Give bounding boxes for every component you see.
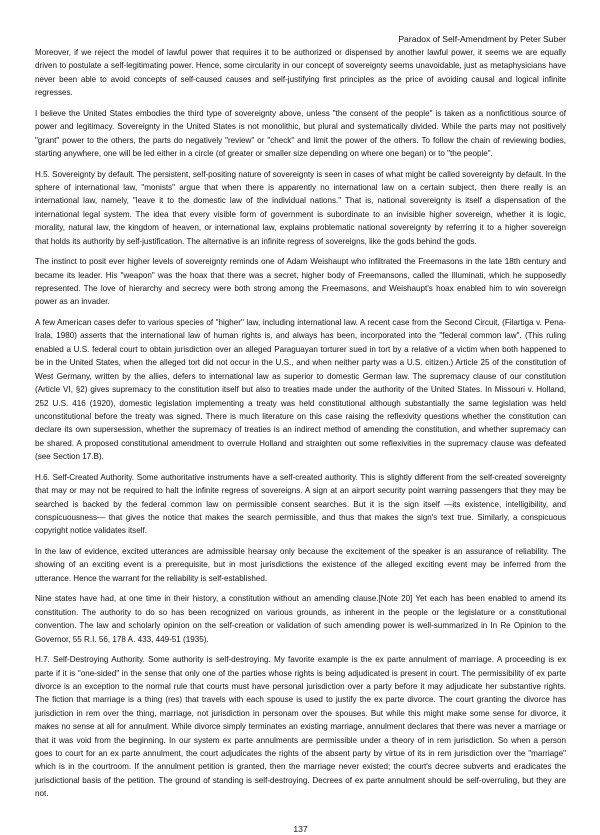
text-line: driven to postulate a self-legitimating power. Hence, some circularity in our concept of sovereignty seems unavoidable, just as metaphysicians have	[35, 61, 566, 71]
running-header: Paradox of Self-Amendment by Peter Suber	[398, 34, 566, 44]
text-line: Governor, 55 R.I. 56, 178 A. 433, 449-51 (1935).	[35, 634, 209, 644]
text-line: sphere of international law, "monists" argue that when there is apparently no international law on a certain subject, then there really is an	[35, 183, 566, 193]
text-line: declare its own supersession, whether the supremacy of treaties is an indirect method of amending the constitution, and whether supremacy can	[35, 425, 566, 435]
text-line: (see Section 17.B).	[35, 452, 104, 462]
paragraph	[35, 545, 566, 585]
text-line: power as an invader.	[35, 297, 110, 307]
text-line: unconstitutional before the treaty was signed. There is much literature on this case raising the reflexivity questions whether the constitution can	[35, 411, 566, 421]
text-line: makes no sense at all for annulment. While divorce simply terminates an existing marriage, annulment declares that there was never a marriage or	[35, 722, 566, 732]
text-line: morality, natural law, the kingdom of heaven, or international law, explains problematic national sovereignty by referring it to a higher sovereign	[35, 223, 566, 233]
paragraph	[35, 168, 566, 248]
text-line: showing of an exciting event is a prerequisite, but in most jurisdictions the existence of the alleged exciting event may be inferred from the	[35, 560, 566, 570]
text-line: starting anywhere, one will be led either in a circle (of greater or smaller size depending on where one began) or to "the people".	[35, 149, 493, 159]
paragraph	[35, 316, 566, 463]
text-line: be in the United States, when the alleged tort did not occur in the U.S., and when neither party was a U.S. citizen.) Article 25 of the constitution of	[35, 358, 566, 368]
text-line: constitution. The authority to do so has been recognized on various grounds, as inherent in the people or the legislature or a constitutional	[35, 607, 566, 617]
text-line: West Germany, written by the allies, defers to international law as superior to domestic German law. The supremacy clause of our constitution	[35, 371, 566, 381]
text-line: copyright notice validates itself.	[35, 526, 148, 536]
text-line: which is in the courtroom. If the annulment petition is granted, then the marriage never existed; the court's decree subverts and eradicates the	[35, 762, 566, 772]
text-line: never been able to avoid concepts of self-caused causes and self-justifying first principles as the price of avoiding causal and logical infinite	[35, 74, 566, 84]
text-line: be shared. A proposed constitutional amendment to overrule Holland and straighten out some reflexivities in the supremacy clause was defeated	[35, 438, 566, 448]
text-line: jurisdiction in rem over the thing, marriage, not jurisdiction in personam over the spouses. But while this might make some sense for divorce, it	[35, 708, 566, 718]
paragraph	[35, 46, 566, 100]
paragraph	[35, 471, 566, 538]
text-line: The fiction that marriage is a thing (res) that travels with each spouse is used to justify the ex parte divorce. The court granting the divorce has	[35, 695, 566, 705]
page-number: 137	[293, 823, 308, 834]
text-line: I believe the United States embodies the third type of sovereignty above, unless "the consent of the people" is taken as a nonfictitious source of	[35, 108, 566, 118]
text-line: enabled a U.S. federal court to obtain jurisdiction over an alleged Paraguayan torturer sued in tort by a relative of a victim when both happened to	[35, 344, 566, 354]
text-line: Moreover, if we reject the model of lawful power that requires it to be authorized or dispensed by another lawful power, it seems we are equally	[35, 48, 566, 57]
text-line: convention. The law and scholarly opinion on the self-creation or validation of such amending power is well-summarized in In Re Opinion to the	[35, 621, 566, 631]
text-line: became its leader. His "weapon" was the hoax that there was a secret, higher body of Freemansons, called the Illuminati, which he supposedly	[35, 270, 566, 280]
text-line: that it was void from the beginning. In our system ex parte annulments are permissible under a theory of in rem jurisdiction. So when a person	[35, 735, 566, 745]
text-line: A few American cases defer to various species of "higher" law, including international law. A recent case from the Second Circuit, (Filartiga v. Pena-	[35, 318, 566, 328]
text-line: international law, namely, "leave it to the domestic law of the individual nations." That is, national sovereignty is itself a dispensation of the	[35, 196, 566, 206]
text-line: H.6. Self-Created Authority. Some authoritative instruments have a self-created authority. This is slightly different from the self-created sovereignty	[35, 472, 566, 482]
text-line: jurisdictional basis of the petition. The ground of standing is self-destroying. Decrees of ex parte annulment should be self-overruling, but they are	[35, 775, 566, 785]
document-body	[35, 46, 566, 801]
text-line: Irala, 1980) asserts that the international law of human rights is, and always has been, incorporated into the "federal common law". (This ruling	[35, 331, 566, 341]
text-line: regresses.	[35, 88, 73, 98]
text-line: parte if it is "one-sided" in the sense that only one of the parties whose rights is being adjudicated is present in court. The permissibility of ex parte	[35, 668, 566, 678]
text-line: Nine states have had, at one time in their history, a constitution without an amending clause.[Note 20] Yet each has been enabled to amend its	[35, 594, 566, 604]
text-line: The instinct to posit ever higher levels of sovereignty reminds one of Adam Weishaupt who infiltrated the Freemasons in the late 18th century and	[35, 257, 566, 267]
text-line: that may or may not be required to halt the infinite regress of sovereigns. A sign at an airport security point warning passengers that they may be	[35, 486, 566, 496]
text-line: H.7. Self-Destroying Authority. Some authority is self-destroying. My favorite example is the ex parte annulment of marriage. A proceeding is ex	[35, 655, 566, 665]
text-line: divorce is an exception to the normal rule that courts must have personal jurisdiction over a party before it may adjudicate her substantive rights.	[35, 681, 566, 691]
text-line: In the law of evidence, excited utterances are admissible hearsay only because the excitement of the speaker is an assurance of reliability. The	[35, 546, 566, 556]
text-line: goes to court for an ex parte annulment, the court adjudicates the rights of the absent party by virtue of its in rem jurisdiction over the "marriage"	[35, 749, 566, 758]
text-line: searched is backed by the federal common law on permissible consent searches. But it is the sign itself —its existence, intelligibility, and	[35, 499, 566, 509]
text-line: international legal system. The idea that every visible form of government is subordinate to an invisible higher sovereign, whether it is logic,	[35, 209, 566, 219]
paragraph	[35, 107, 566, 161]
text-line: utterance. Hence the warrant for the reliability is self-established.	[35, 573, 268, 583]
text-line: represented. The love of hierarchy and secrecy were both strong among the Freemasons, and Weishaupt's hoax enabled him to win sovereign	[35, 284, 566, 294]
text-line: conspicuousness— that gives the notice that makes the search permissible, and thus that makes the sign's text true. Similarly, a conspicuous	[35, 512, 566, 522]
text-line: "grant" power to the others, the parts do negatively "review" or "check" and limit the power of the others. To follow the chain of reviewing bodies,	[35, 135, 566, 145]
paragraph	[35, 653, 566, 800]
text-line: that holds its authority by self-justification. The alternative is an infinite regress of sovereigns, like the gods behind the gods.	[35, 236, 477, 246]
text-line: (Article VI, §2) gives supremacy to the constitution itself but also to treaties made under the authority of the United States. In Missouri v. Holland,	[35, 385, 566, 395]
text-line: not.	[35, 789, 49, 799]
text-line: 252 U.S. 416 (1920), domestic legislation implementing a treaty was held constitutional although substantially the same legislation was held	[35, 398, 566, 408]
paragraph	[35, 255, 566, 309]
paragraph	[35, 592, 566, 646]
text-line: power and legitimacy. Sovereignty in the United States is not monolithic, but plural and systematically divided. While the parts may not positively	[35, 122, 566, 132]
text-line: H.5. Sovereignty by default. The persistent, self-positing nature of sovereignty is seen in cases of what might be called sovereignty by default. In the	[35, 169, 566, 179]
